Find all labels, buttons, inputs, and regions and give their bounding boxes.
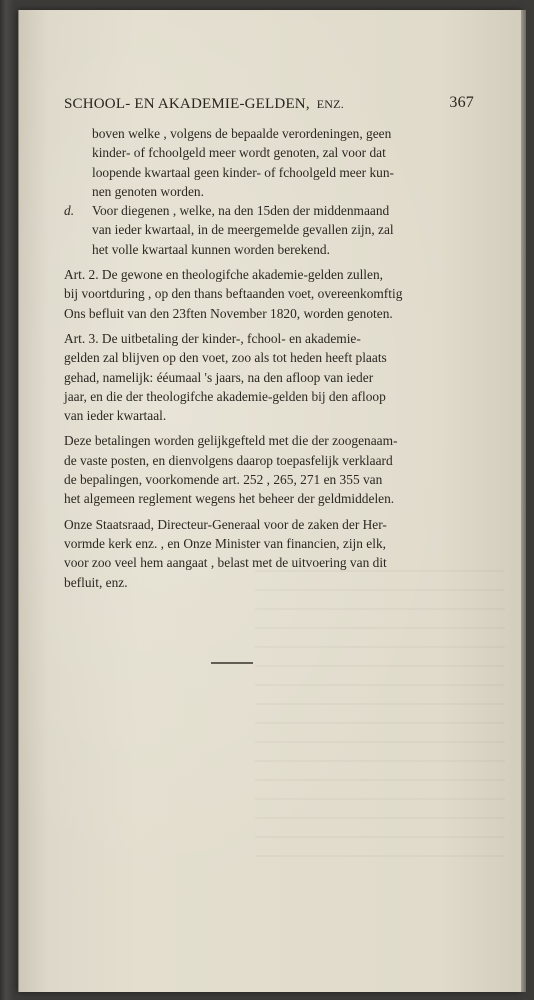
text-line: het volle kwartaal kunnen worden berekend. <box>92 241 330 257</box>
text-line: Art. 3. De uitbetaling der kinder-, fchool- en akademie- <box>64 330 361 346</box>
paragraph-closing <box>64 515 452 592</box>
body-text <box>64 124 452 592</box>
text-line: Onze Staatsraad, Directeur-Generaal voor de zaken der Her- <box>64 516 387 532</box>
text-line <box>64 201 452 220</box>
page-edge <box>521 10 526 992</box>
paragraph-article-2 <box>64 265 452 323</box>
text-line: Ons befluit van den 23ften November 1820, worden genoten. <box>64 305 393 321</box>
section-end-rule <box>211 662 253 664</box>
text-line: van ieder kwartaal. <box>64 408 167 424</box>
paragraph-item-d <box>64 201 452 259</box>
text-line: boven welke , volgens de bepaalde verordeningen, geen <box>92 126 392 141</box>
text-line: vormde kerk enz. , en Onze Minister van financien, zijn elk, <box>64 535 387 551</box>
page-sheet <box>18 10 521 992</box>
page-content <box>64 94 474 592</box>
paragraph-continuation <box>64 124 452 201</box>
text-line: van ieder kwartaal, in de meergemelde gevallen zijn, zal <box>92 222 394 238</box>
text-line: gelden zal blijven op den voet, zoo als tot heden heeft plaats <box>64 350 387 366</box>
running-head-title: SCHOOL- EN AKADEMIE-GELDEN, <box>64 96 310 112</box>
item-marker: d. <box>64 203 75 219</box>
text-line: voor zoo veel hem aangaat , belast met de uitvoering van dit <box>64 555 387 571</box>
text-line-content: Voor diegenen , welke, na den 15den der middenmaand <box>92 203 390 219</box>
text-line: jaar, en die der theologifche akademie-gelden bij den afloop <box>64 388 386 404</box>
text-line: het algemeen reglement wegens het beheer der geldmiddelen. <box>64 491 395 507</box>
running-head <box>64 94 474 116</box>
text-line: kinder- of fchoolgeld meer wordt genoten, zal voor dat <box>92 145 386 161</box>
text-line: Art. 2. De gewone en theologifche akademie-gelden zullen, <box>64 267 384 283</box>
paragraph-article-3 <box>64 329 452 425</box>
text-line: loopende kwartaal geen kinder- of fchoolgeld meer kun- <box>92 164 395 180</box>
running-head-etc: ENZ. <box>316 97 344 111</box>
page-number: 367 <box>449 94 474 111</box>
text-line: nen genoten worden. <box>92 183 204 199</box>
paragraph-payments <box>64 431 452 508</box>
text-line: de bepalingen, voorkomende art. 252 , 265, 271 en 355 van <box>64 472 383 488</box>
text-line: bij voortduring , op den thans beftaanden voet, overeenkomftig <box>64 286 403 302</box>
text-line: gehad, namelijk: ééumaal 's jaars, na den afloop van ieder <box>64 369 374 385</box>
text-line: Deze betalingen worden gelijkgefteld met die der zoogenaam- <box>64 433 398 449</box>
text-line: de vaste posten, en dienvolgens daarop toepasfelijk verklaard <box>64 452 393 468</box>
show-through-texture <box>255 570 505 870</box>
text-line: befluit, enz. <box>64 574 128 590</box>
